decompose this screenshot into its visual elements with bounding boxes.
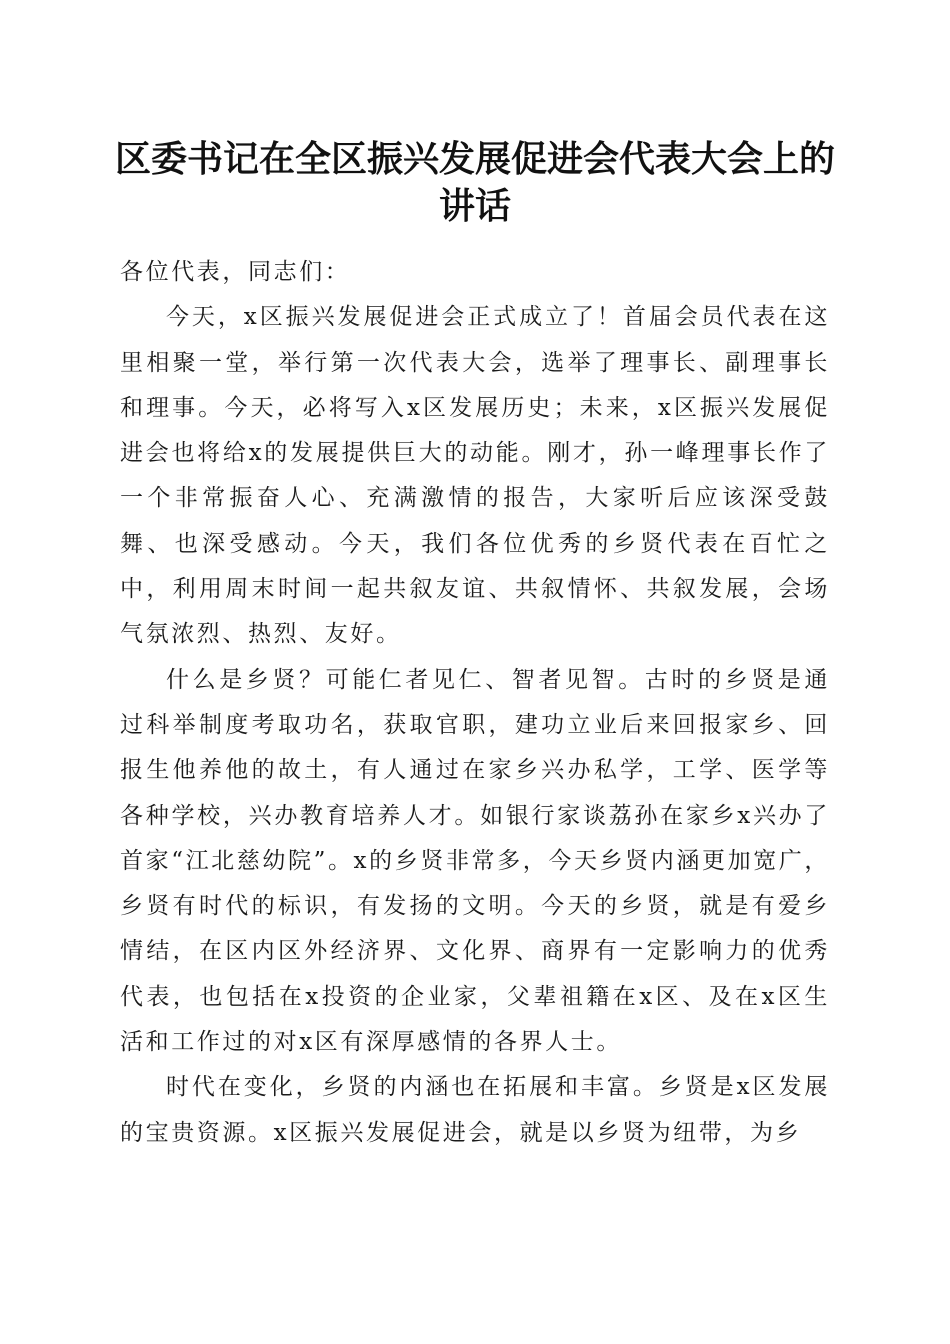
salutation: 各位代表，同志们： <box>120 259 351 285</box>
paragraph: 时代在变化，乡贤的内涵也在拓展和丰富。乡贤是x区发展的宝贵资源。x区振兴发展促进会，就是以乡贤为纽带，为乡 <box>120 1074 830 1146</box>
document-title-line-2: 讲话 <box>438 185 511 227</box>
document-title-line-1: 区委书记在全区振兴发展促进会代表大会上的 <box>114 138 835 180</box>
paragraph: 今天，x区振兴发展促进会正式成立了！首届会员代表在这里相聚一堂，举行第一次代表大会，选举了理事长、副理事长和理事。今天，必将写入x区发展历史；未来，x区振兴发展促进会也将给x的发展提供巨大的动能。刚才，孙一峰理事长作了一个非常振奋人心、充满激情的报告，大家听后应该深受鼓舞、也深受感动。今天，我们各位优秀的乡贤代表在百忙之中，利用周末时间一起共叙友谊、共叙情怀、共叙发展，会场气氛浓烈、热烈、友好。 <box>120 304 830 648</box>
paragraph: 什么是乡贤？可能仁者见仁、智者见智。古时的乡贤是通过科举制度考取功名，获取官职，建功立业后来回报家乡、回报生他养他的故土，有人通过在家乡兴办私学，工学、医学等各种学校，兴办教育培养人才。如银行家谈荔孙在家乡x兴办了首家“江北慈幼院”。x的乡贤非常多，今天乡贤内涵更加宽广，乡贤有时代的标识，有发扬的文明。今天的乡贤，就是有爱乡情结，在区内区外经济界、文化界、商界有一定影响力的优秀代表，也包括在x投资的企业家，父辈祖籍在x区、及在x区生活和工作过的对x区有深厚感情的各界人士。 <box>120 666 830 1056</box>
document-body <box>120 250 830 1156</box>
